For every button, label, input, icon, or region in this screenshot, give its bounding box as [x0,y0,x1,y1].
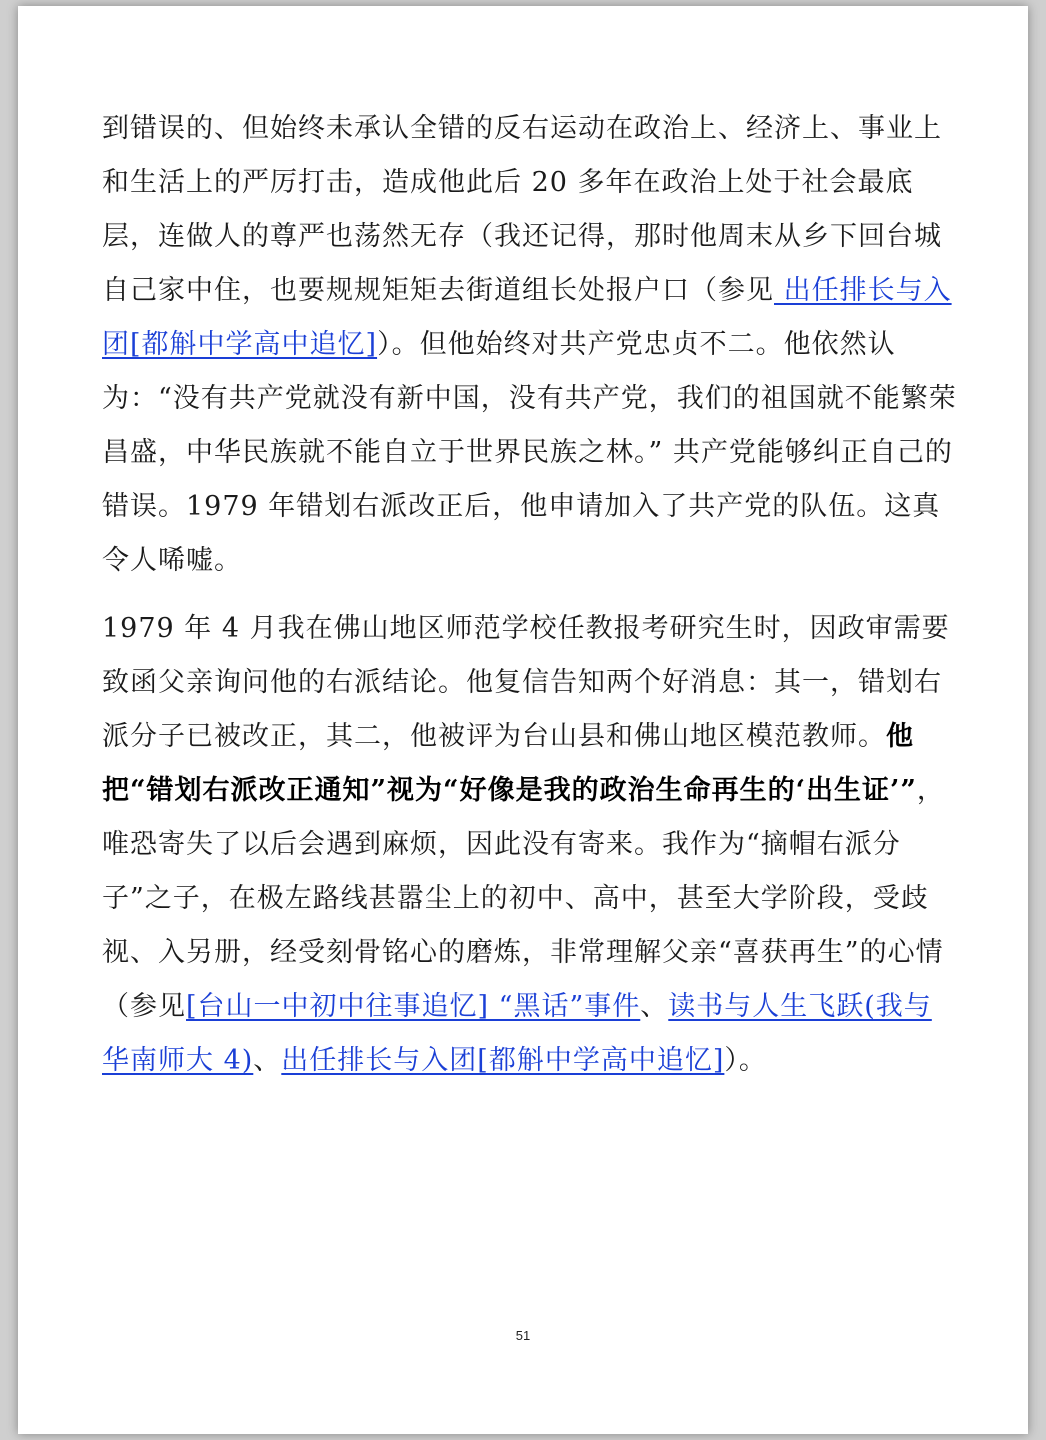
paragraph-2-text-b: ，唯恐寄失了以后会遇到麻烦，因此没有寄来。我作为“摘帽右派分子”之子，在极左路线甚嚣尘上的初中、高中，甚至大学阶段，受歧视、入另册，经受刻骨铭心的磨炼，非常理解父亲“喜获再生”的心情（参见 [102,775,945,1022]
paragraph-1-text-b: ）。但他始终对共产党忠贞不二。他依然认为：“没有共产党就没有新中国，没有共产党，我们的祖国就不能繁荣昌盛，中华民族就不能自立于世界民族之林。” 共产党能够纠正自己的错误。1979 年错划右派改正后，他申请加入了共产党的队伍。这真令人唏嘘。 [102,329,957,576]
link-dushu-rensheng[interactable]: 读书与人生飞跃(我与华南师大 4) [102,991,932,1076]
link-paizhang-ruitan-2[interactable]: 出任排长与入团[都斛中学高中追忆] [281,1045,725,1076]
document-body [102,102,958,1102]
paragraph-2 [102,602,958,1088]
paragraph-2-text-c: ）。 [724,1045,767,1076]
page-number: 51 [515,1328,531,1343]
link-heihua-event[interactable]: [台山一中初中往事追忆] “黑话”事件 [186,991,641,1022]
separator-2: 、 [253,1045,282,1076]
paragraph-2-bold-quote: 他把“错划右派改正通知”视为“好像是我的政治生命再生的‘出生证’” [102,721,917,806]
link-paizhang-ruitan[interactable]: 出任排长与入团[都斛中学高中追忆] [102,275,952,360]
separator-1: 、 [640,991,669,1022]
document-page [18,6,1028,1434]
paragraph-1-text-a: 到错误的、但始终未承认全错的反右运动在政治上、经济上、事业上和生活上的严厉打击，造成他此后 20 多年在政治上处于社会最底层，连做人的尊严也荡然无存（我还记得，那时他周末从乡下回台城自己家中住，也要规规矩矩去街道组长处报户口（参见 [102,113,942,306]
paragraph-1 [102,102,958,588]
paragraph-2-text-a: 1979 年 4 月我在佛山地区师范学校任教报考研究生时，因政审需要致函父亲询问他的右派结论。他复信告知两个好消息：其一，错划右派分子已被改正，其二，他被评为台山县和佛山地区模范教师。 [102,613,950,752]
